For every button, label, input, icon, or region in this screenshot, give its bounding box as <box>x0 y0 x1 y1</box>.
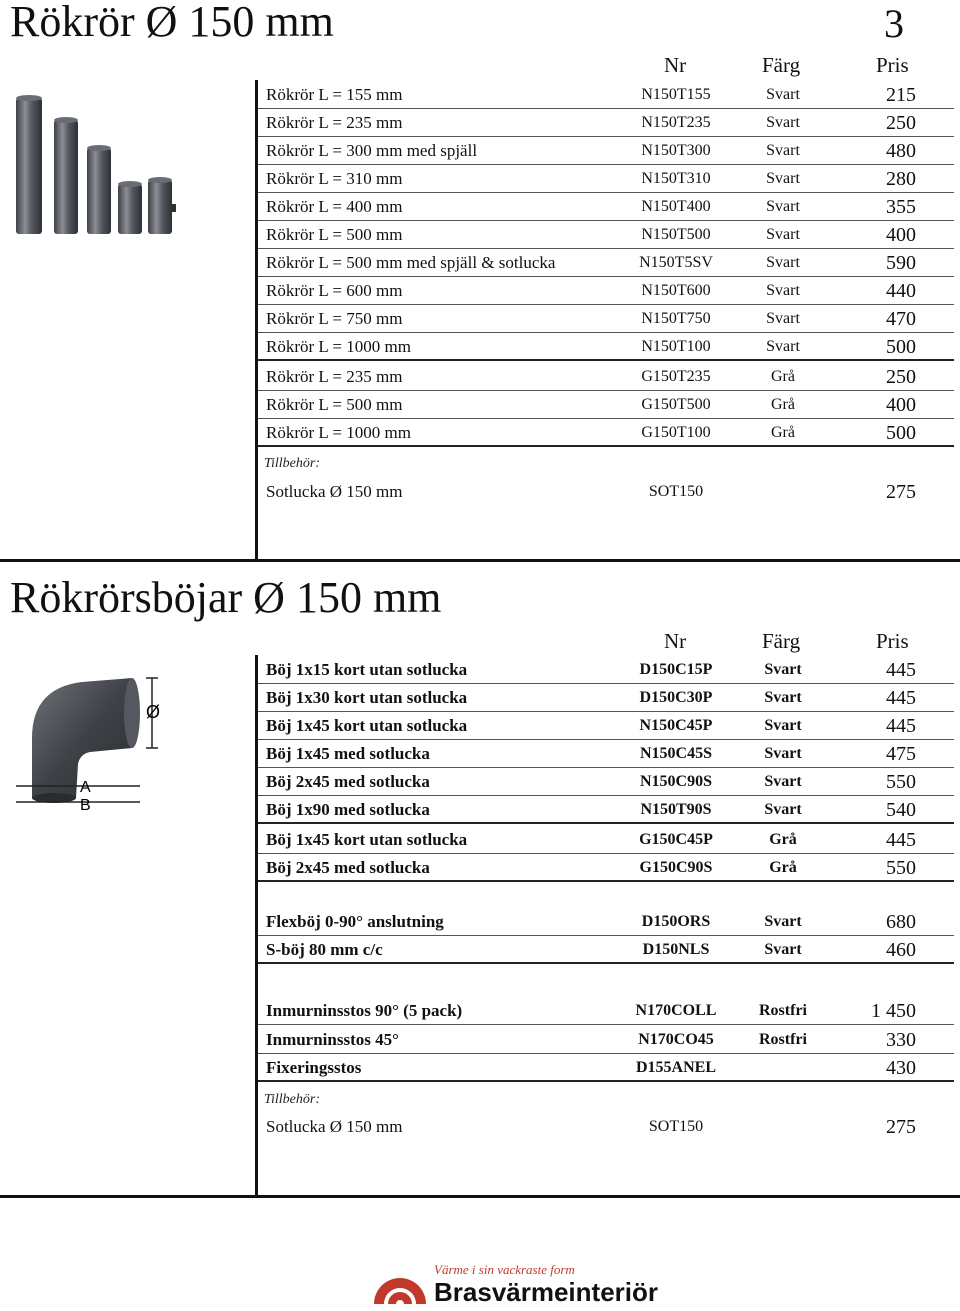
product-color: Grå <box>769 831 797 848</box>
accessories-label: Tillbehör: <box>264 456 321 471</box>
product-color: Svart <box>766 254 800 271</box>
brand-name: Brasvärmeinteriör <box>434 1277 658 1307</box>
table-row <box>258 936 954 964</box>
product-description: Flexböj 0-90° anslutning <box>266 912 444 931</box>
product-number: G150T100 <box>641 424 711 441</box>
product-price: 1 450 <box>871 1000 916 1022</box>
dimension-a-label: A <box>80 779 91 796</box>
column-header-farg: Färg <box>762 53 801 77</box>
accessories-label-2: Tillbehör: <box>264 1092 321 1107</box>
product-description: Rökrör L = 300 mm med spjäll <box>266 141 478 160</box>
product-number: N150C90S <box>639 773 712 790</box>
product-number: N150T310 <box>641 170 711 187</box>
product-color: Grå <box>771 424 795 441</box>
product-color: Svart <box>764 661 802 678</box>
product-color: Grå <box>769 859 797 876</box>
table-row <box>258 796 954 824</box>
product-price: 445 <box>886 687 916 709</box>
column-header-pris-2: Pris <box>876 629 909 653</box>
product-description: Böj 2x45 med sotlucka <box>266 772 430 791</box>
brand-slogan: Värme i sin vackraste form <box>434 1262 575 1277</box>
product-color: Svart <box>764 773 802 790</box>
product-price: 445 <box>886 715 916 737</box>
product-description: Rökrör L = 235 mm <box>266 113 403 132</box>
product-number: G150C45P <box>639 831 713 848</box>
product-price: 250 <box>886 112 916 134</box>
table-row <box>258 249 954 277</box>
product-price: 460 <box>886 939 916 961</box>
table-row <box>258 712 954 740</box>
product-color: Svart <box>764 913 802 930</box>
diameter-label: Ø <box>146 702 161 722</box>
product-number: N150T155 <box>641 86 711 103</box>
table-row <box>258 165 954 193</box>
product-description: Böj 1x45 kort utan sotlucka <box>266 830 468 849</box>
elbow-pipe-illustration <box>12 668 182 818</box>
product-color: Svart <box>766 310 800 327</box>
product-description: S-böj 80 mm c/c <box>266 940 383 959</box>
table-row <box>258 277 954 305</box>
brand-logo <box>370 1262 690 1308</box>
product-number: D155ANEL <box>635 1059 716 1076</box>
table-row <box>258 109 954 137</box>
product-description: Rökrör L = 750 mm <box>266 309 403 328</box>
product-description: Rökrör L = 155 mm <box>266 85 403 104</box>
table-row <box>258 1026 954 1054</box>
product-description: Fixeringsstos <box>266 1058 362 1077</box>
product-number: N150T400 <box>641 198 711 215</box>
column-header-nr-2: Nr <box>664 629 687 653</box>
product-color: Svart <box>766 114 800 131</box>
product-description: Rökrör L = 500 mm <box>266 225 403 244</box>
product-number: N150T5SV <box>639 254 713 271</box>
product-description: Rökrör L = 600 mm <box>266 281 403 300</box>
product-price: 355 <box>886 196 916 218</box>
product-color: Svart <box>766 142 800 159</box>
product-number: N170COLL <box>635 1002 717 1019</box>
product-description: Rökrör L = 500 mm <box>266 395 403 414</box>
product-price: 215 <box>886 84 916 106</box>
product-price: 475 <box>886 743 916 765</box>
product-price: 590 <box>886 252 916 274</box>
product-color: Svart <box>766 338 800 355</box>
product-price: 400 <box>886 394 916 416</box>
column-header-pris: Pris <box>876 53 909 77</box>
product-color: Svart <box>766 86 800 103</box>
accessory-row <box>258 478 954 506</box>
accessory-description: Sotlucka Ø 150 mm <box>266 482 403 501</box>
accessory-nr-2: SOT150 <box>648 1118 704 1135</box>
product-color: Svart <box>764 717 802 734</box>
product-price: 680 <box>886 911 916 933</box>
product-price: 250 <box>886 366 916 388</box>
accessory-price-2: 275 <box>886 1116 916 1138</box>
product-number: N150T235 <box>641 114 711 131</box>
table-row <box>258 854 954 882</box>
product-description: Inmurninsstos 90° (5 pack) <box>266 1001 463 1020</box>
product-color: Svart <box>764 689 802 706</box>
product-price: 440 <box>886 280 916 302</box>
product-price: 550 <box>886 771 916 793</box>
accessory-row-2 <box>258 1113 954 1141</box>
product-number: G150T235 <box>641 368 711 385</box>
product-price: 500 <box>886 336 916 358</box>
product-description: Rökrör L = 235 mm <box>266 367 403 386</box>
product-price: 400 <box>886 224 916 246</box>
product-number: N150C45P <box>639 717 713 734</box>
product-color: Svart <box>766 226 800 243</box>
table-row <box>258 137 954 165</box>
product-color: Svart <box>766 198 800 215</box>
table-row <box>258 363 954 391</box>
product-price: 445 <box>886 659 916 681</box>
product-price: 500 <box>886 422 916 444</box>
table-row <box>258 740 954 768</box>
table-row <box>258 305 954 333</box>
product-description: Böj 1x30 kort utan sotlucka <box>266 688 468 707</box>
table-row <box>258 1054 954 1082</box>
product-color: Svart <box>766 282 800 299</box>
product-color: Grå <box>771 368 795 385</box>
product-price: 470 <box>886 308 916 330</box>
flame-logo-icon <box>370 1264 430 1308</box>
product-number: D150C30P <box>639 689 713 706</box>
product-price: 540 <box>886 799 916 821</box>
product-description: Rökrör L = 310 mm <box>266 169 403 188</box>
table-row <box>258 391 954 419</box>
column-header-nr: Nr <box>664 53 687 77</box>
product-number: G150C90S <box>639 859 713 876</box>
product-price: 550 <box>886 857 916 879</box>
column-header-farg-2: Färg <box>762 629 801 653</box>
stove-pipes-illustration <box>8 92 188 242</box>
product-number: N170CO45 <box>638 1031 714 1048</box>
accessory-price: 275 <box>886 481 916 503</box>
product-number: N150T500 <box>641 226 711 243</box>
product-description: Böj 2x45 med sotlucka <box>266 858 430 877</box>
product-description: Böj 1x45 kort utan sotlucka <box>266 716 468 735</box>
page-number: 3 <box>884 1 904 46</box>
product-description: Böj 1x15 kort utan sotlucka <box>266 660 468 679</box>
section-title-bends: Rökrörsböjar Ø 150 mm <box>10 573 442 622</box>
product-price: 480 <box>886 140 916 162</box>
product-color: Svart <box>764 745 802 762</box>
product-number: N150T90S <box>640 801 712 818</box>
product-color: Rostfri <box>759 1031 807 1048</box>
product-number: D150ORS <box>641 913 711 930</box>
product-number: N150T100 <box>641 338 711 355</box>
table-row <box>258 997 954 1025</box>
page-title: Rökrör Ø 150 mm <box>10 0 334 46</box>
product-number: N150T300 <box>641 142 711 159</box>
table-row <box>258 908 954 936</box>
product-description: Inmurninsstos 45° <box>266 1030 399 1049</box>
product-color: Svart <box>764 941 802 958</box>
product-number: N150T600 <box>641 282 711 299</box>
product-color: Grå <box>771 396 795 413</box>
product-description: Rökrör L = 500 mm med spjäll & sotlucka <box>266 253 556 272</box>
product-color: Svart <box>764 801 802 818</box>
product-number: D150NLS <box>642 941 710 958</box>
table-row <box>258 684 954 712</box>
product-price: 445 <box>886 829 916 851</box>
product-description: Rökrör L = 1000 mm <box>266 337 411 356</box>
table-row <box>258 419 954 447</box>
product-price: 330 <box>886 1029 916 1051</box>
product-number: G150T500 <box>641 396 711 413</box>
table-row <box>258 656 954 684</box>
product-number: D150C15P <box>639 661 713 678</box>
product-color: Rostfri <box>759 1002 807 1019</box>
product-number: N150T750 <box>641 310 711 327</box>
product-number: N150C45S <box>639 745 712 762</box>
table-row <box>258 193 954 221</box>
product-description: Böj 1x90 med sotlucka <box>266 800 430 819</box>
table-row <box>258 768 954 796</box>
accessory-nr: SOT150 <box>648 483 704 500</box>
product-price: 430 <box>886 1057 916 1079</box>
product-description: Böj 1x45 med sotlucka <box>266 744 430 763</box>
dimension-b-label: B <box>80 797 91 814</box>
product-price: 280 <box>886 168 916 190</box>
product-description: Rökrör L = 1000 mm <box>266 423 411 442</box>
product-description: Rökrör L = 400 mm <box>266 197 403 216</box>
table-row <box>258 81 954 109</box>
table-row <box>258 333 954 361</box>
product-color: Svart <box>766 170 800 187</box>
accessory-description-2: Sotlucka Ø 150 mm <box>266 1117 403 1136</box>
table-row <box>258 221 954 249</box>
table-row <box>258 826 954 854</box>
